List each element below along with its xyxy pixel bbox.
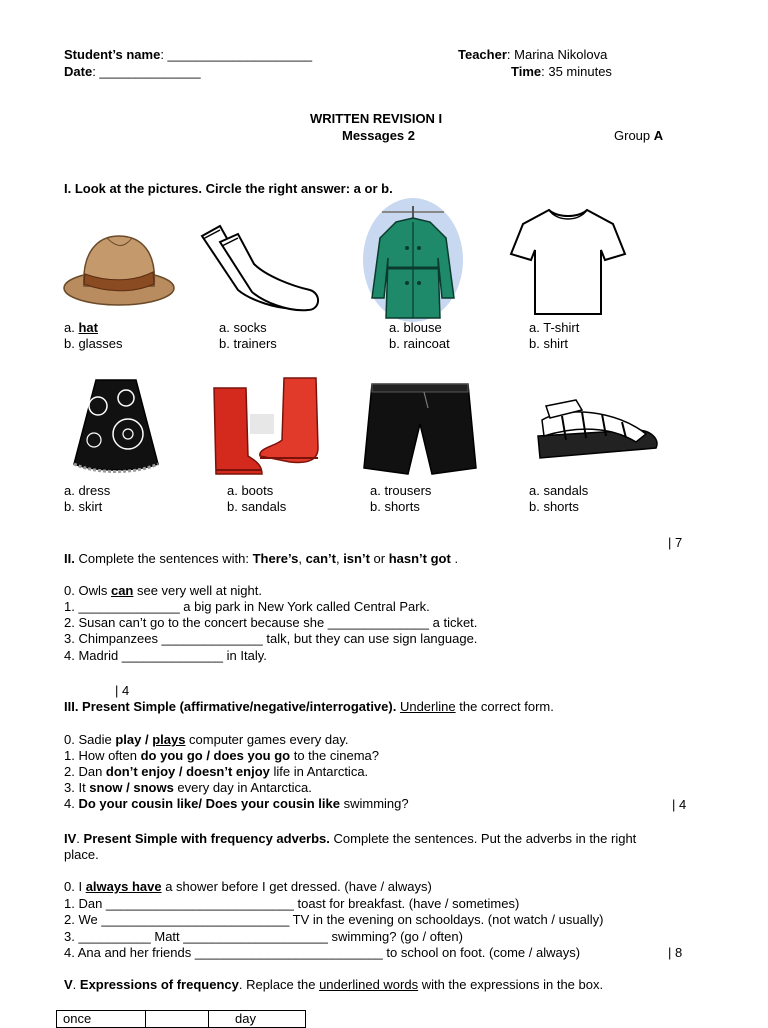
section2-example [64, 583, 262, 598]
q8-option-a[interactable]: a. sandals [529, 483, 589, 498]
s3-l3-post: every day in Antarctica. [173, 780, 312, 795]
q5-options [64, 483, 110, 515]
section4-title: Present Simple with frequency adverbs. [83, 831, 330, 846]
s3-l1-pre: 1. How often [64, 748, 141, 763]
date-label: Date [64, 64, 93, 79]
s3-l2-choice[interactable]: don’t enjoy / doesn’t enjoy [105, 764, 270, 779]
word-theres: There’s [252, 551, 299, 566]
time-label: Time [511, 64, 542, 79]
s3-l3-choice[interactable]: snow / snows [89, 780, 174, 795]
section4-rest1: Complete the sentences. Put the adverbs in the right [329, 831, 637, 846]
s3-l4-pre: 4. [64, 796, 79, 811]
q1-option-b[interactable]: b. glasses [64, 336, 123, 351]
q6-options [227, 483, 286, 515]
section1-score: | 7 [668, 535, 683, 550]
word-hasnt-got: hasn’t got [388, 551, 451, 566]
q4-option-b[interactable]: b. shirt [529, 336, 569, 351]
s3-l0-sep: / [141, 732, 153, 747]
tshirt-icon [509, 206, 627, 318]
s3-l4-choice[interactable]: Do your cousin like/ Does your cousin like [78, 796, 340, 811]
section4-instruction [64, 831, 636, 846]
teacher-label: Teacher [458, 47, 507, 62]
q5-option-b[interactable]: b. skirt [64, 499, 103, 514]
s3-l4-post: swimming? [339, 796, 409, 811]
section3-underline-word: Underline [399, 699, 456, 714]
page-title: WRITTEN REVISION I [310, 111, 443, 126]
q3-options [389, 320, 450, 352]
section2-score: | 4 [115, 683, 130, 698]
ex-answer: can [110, 583, 134, 598]
section2-line-2[interactable]: 2. Susan can’t go to the concert because she ______________ a ticket. [64, 615, 478, 630]
s3-l0-pre: 0. Sadie [64, 732, 116, 747]
sep1: , [298, 551, 306, 566]
section4-score: | 8 [668, 945, 683, 960]
shorts-icon [362, 378, 478, 478]
section4-line-4[interactable]: 4. Ana and her friends __________________________ to school on foot. (come / always) [64, 945, 581, 960]
q4-option-a[interactable]: a. T-shirt [529, 320, 580, 335]
s3-l0-post: computer games every day. [185, 732, 349, 747]
q2-option-a[interactable]: a. socks [219, 320, 267, 335]
section4-line-1[interactable]: 1. Dan __________________________ toast for breakfast. (have / sometimes) [64, 896, 520, 911]
socks-icon [198, 224, 322, 314]
section5-rest2: with the expressions in the box. [418, 977, 604, 992]
s3-l1-choice[interactable]: do you go / does you go [140, 748, 291, 763]
section5-title: Expressions of frequency [79, 977, 239, 992]
group-letter: A [653, 128, 664, 143]
section4-instruction-cont: place. [64, 847, 99, 862]
q7-option-a[interactable]: a. trousers [370, 483, 432, 498]
section3-line-0 [64, 732, 349, 747]
expression-cell: once [57, 1011, 146, 1028]
teacher-value: : Marina Nikolova [506, 47, 608, 62]
section2-line-3[interactable]: 3. Chimpanzees ______________ talk, but they can use sign language. [64, 631, 478, 646]
teacher-field [458, 47, 607, 62]
s3-l2-pre: 2. Dan [64, 764, 106, 779]
q7-option-b[interactable]: b. shorts [370, 499, 420, 514]
group-text: Group [614, 128, 654, 143]
skirt-icon [66, 376, 166, 476]
sep-end: . [450, 551, 459, 566]
q6-option-b[interactable]: b. sandals [227, 499, 287, 514]
sep2: , [335, 551, 344, 566]
s3-l0-a: play [115, 732, 142, 747]
ex-post: see very well at night. [133, 583, 262, 598]
section5-rest1: . Replace the [238, 977, 320, 992]
q1-option-a[interactable] [64, 320, 123, 336]
q8-options [529, 483, 588, 515]
section3-line-4[interactable] [64, 796, 409, 811]
ex-pre: 0. Owls [64, 583, 111, 598]
expression-cell: day [209, 1011, 306, 1028]
section3-line-2[interactable] [64, 764, 368, 779]
word-cant: can’t [305, 551, 336, 566]
q8-option-b[interactable]: b. shorts [529, 499, 579, 514]
section3-title: III. Present Simple (affirmative/negative/interrogative). [64, 699, 397, 714]
section4-line-3[interactable]: 3. __________ Matt ____________________ swimming? (go / often) [64, 929, 463, 944]
q5-option-a[interactable]: a. dress [64, 483, 111, 498]
s3-l0-b: plays [152, 732, 186, 747]
section4-line-0 [64, 879, 432, 894]
group-label [614, 128, 663, 143]
page-subtitle: Messages 2 [342, 128, 415, 143]
time-value: : 35 minutes [541, 64, 612, 79]
student-name-blank: : ____________________ [160, 47, 313, 62]
section2-text: Complete the sentences with: [74, 551, 253, 566]
expressions-row [57, 1011, 306, 1028]
section4-dot: . [76, 831, 84, 846]
student-name-field [64, 47, 312, 62]
hat-icon [62, 228, 176, 310]
section3-score: | 4 [672, 797, 687, 812]
section3-rest: the correct form. [455, 699, 554, 714]
q1-options [64, 320, 123, 352]
section4-line-2[interactable]: 2. We __________________________ TV in the evening on schooldays. (not watch / usually) [64, 912, 604, 927]
s3-l1-post: to the cinema? [290, 748, 379, 763]
s4-l0-answer: always have [85, 879, 162, 894]
boots-icon [210, 374, 322, 482]
s3-l3-pre: 3. It [64, 780, 90, 795]
q6-option-a[interactable]: a. boots [227, 483, 274, 498]
q3-option-a[interactable]: a. blouse [389, 320, 442, 335]
date-field [64, 64, 201, 79]
date-blank: : ______________ [92, 64, 201, 79]
section1-instruction: I. Look at the pictures. Circle the right answer: a or b. [64, 181, 393, 196]
section3-line-1[interactable] [64, 748, 379, 763]
q4-options [529, 320, 579, 352]
expression-cell [146, 1011, 209, 1028]
section2-num: II. [64, 551, 75, 566]
section3-line-3[interactable] [64, 780, 312, 795]
section2-line-1[interactable]: 1. ______________ a big park in New York called Central Park. [64, 599, 430, 614]
section5-dot: . [72, 977, 80, 992]
s4-l0-post: a shower before I get dressed. (have / always) [161, 879, 432, 894]
section5-num: V [64, 977, 73, 992]
word-isnt: isn’t [343, 551, 370, 566]
section2-instruction [64, 551, 458, 566]
q1-a-prefix: a. [64, 320, 79, 335]
q3-option-b[interactable]: b. raincoat [389, 336, 450, 351]
q7-options [370, 483, 431, 515]
q2-options [219, 320, 277, 352]
s3-l2-post: life in Antarctica. [269, 764, 369, 779]
raincoat-icon [362, 198, 464, 322]
sep3: or [369, 551, 389, 566]
section3-instruction [64, 699, 554, 714]
time-field [511, 64, 612, 79]
q2-option-b[interactable]: b. trainers [219, 336, 277, 351]
student-name-label: Student’s name [64, 47, 161, 62]
s4-l0-pre: 0. I [64, 879, 86, 894]
expressions-box [56, 1010, 306, 1028]
section5-instruction [64, 977, 603, 992]
sandals-icon [536, 396, 662, 466]
section4-num: IV [64, 831, 77, 846]
section2-line-4[interactable]: 4. Madrid ______________ in Italy. [64, 648, 267, 663]
section5-underlined: underlined words [319, 977, 419, 992]
q1-a-answer: hat [78, 320, 98, 335]
